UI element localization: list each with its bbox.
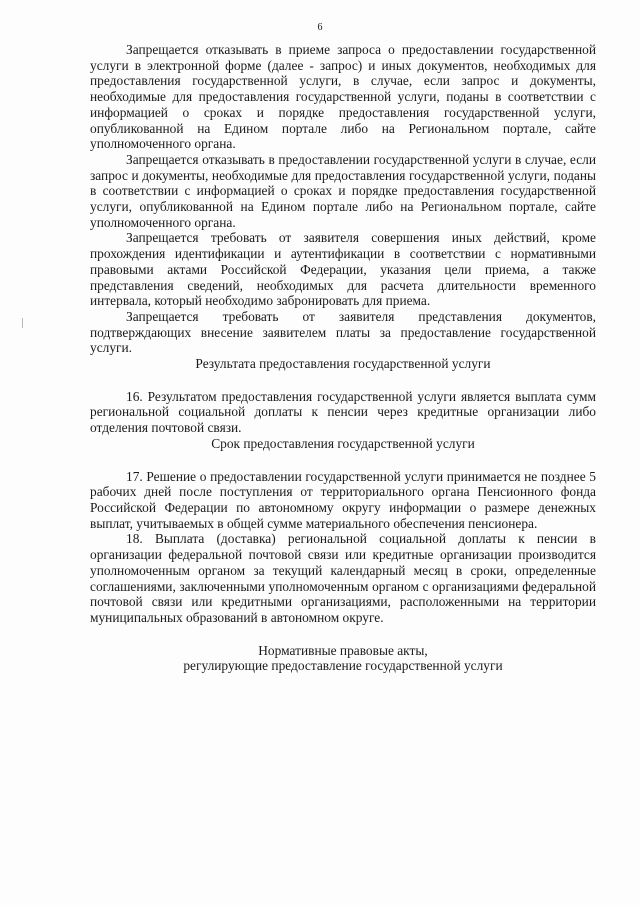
- section-heading-acts: [90, 643, 596, 674]
- page-number: 6: [317, 22, 323, 33]
- paragraph-18: 18. Выплата (доставка) региональной социальной доплаты к пенсии в организации федеральной почтовой связи или кредитные организации производится уполномоченным органом за текущий календарный месяц в сроки, определенные соглашениями, заключенными уполномоченным органом с организациями федеральной почтовой связи или кредитными организациями, расположенными на территории муниципальных образований в автономном округе.: [90, 531, 596, 625]
- paragraph-refusal-request: Запрещается отказывать в приеме запроса о предоставлении государственной услуги в электронной форме (далее - запрос) и иных документов, необходимых для предоставления государственной услуги, в случае, если запрос и документы, необходимые для предоставления государственной услуги, поданы в соответствии с информацией о сроках и порядке предоставления государственной услуги, опубликованной на Едином портале либо на Региональном портале, сайте уполномоченного органа.: [90, 42, 596, 152]
- paragraph-no-extra-actions: Запрещается требовать от заявителя совершения иных действий, кроме прохождения идентификации и аутентификации в соответствии с нормативными правовыми актами Российской Федерации, указания цели приема, а также представления сведений, необходимых для расчета длительности временного интервала, который необходимо забронировать для приема.: [90, 230, 596, 309]
- section-heading-term: Срок предоставления государственной услуги: [211, 435, 475, 451]
- section-heading-acts-line2: регулирующие предоставление государственной услуги: [183, 658, 503, 674]
- margin-mark: [22, 318, 23, 328]
- section-heading-result: Результата предоставления государственной услуги: [195, 356, 491, 372]
- document-body: [90, 42, 596, 674]
- paragraph-no-payment-docs: Запрещается требовать от заявителя представления документов, подтверждающих внесение заявителем платы за предоставление государственной услуги.: [90, 308, 596, 356]
- section-heading-acts-line1: Нормативные правовые акты,: [258, 642, 428, 658]
- paragraph-refusal-service: Запрещается отказывать в предоставлении государственной услуги в случае, если запрос и документы, необходимые для предоставления государственной услуги, поданы в соответствии с информацией о сроках и порядке предоставления государственной услуги, опубликованной на Едином портале либо на Региональном портале, сайте уполномоченного органа.: [90, 151, 596, 230]
- paragraph-16: 16. Результатом предоставления государственной услуги является выплата сумм региональной социальной доплаты к пенсии через кредитные организации либо отделения почтовой связи.: [90, 388, 596, 436]
- paragraph-17: 17. Решение о предоставлении государственной услуги принимается не позднее 5 рабочих дней после поступления от территориального органа Пенсионного фонда Российской Федерации по автономному округу информации о размере денежных выплат, учитываемых в общей сумме материального обеспечения пенсионера.: [90, 468, 596, 531]
